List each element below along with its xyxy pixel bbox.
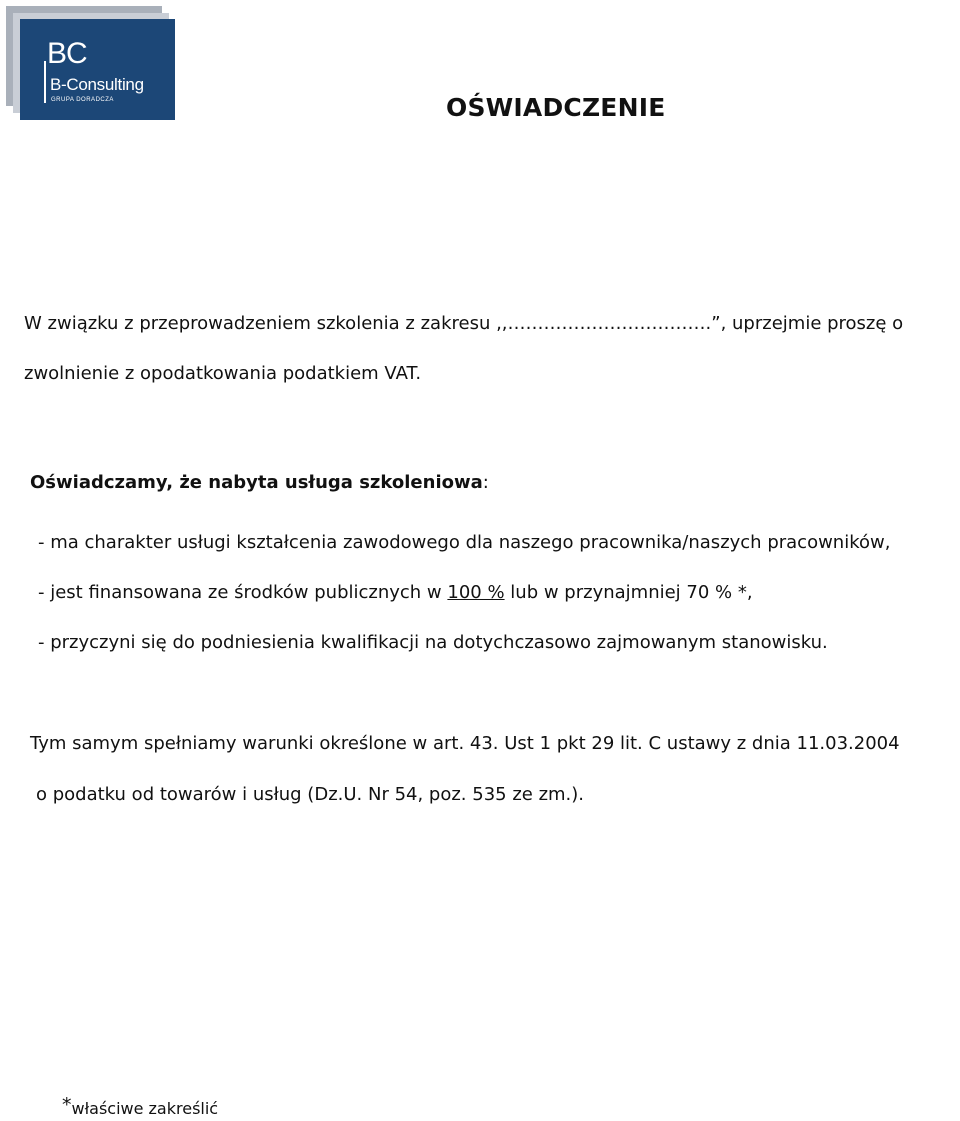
logo-divider: [44, 61, 46, 103]
declaration-heading-colon: :: [482, 472, 489, 493]
logo-company-name: B-Consulting: [50, 75, 144, 94]
declaration-item-2-pre: - jest finansowana ze środków publicznych w: [38, 582, 448, 603]
document-title: OŚWIADCZENIE: [446, 93, 666, 122]
declaration-heading: [30, 472, 489, 494]
declaration-item-3: - przyczyni się do podniesienia kwalifikacji na dotychczasowo zajmowanym stanowisku.: [38, 632, 828, 653]
closing-line-2: o podatku od towarów i usług (Dz.U. Nr 54, poz. 535 ze zm.).: [36, 784, 585, 805]
logo-initials: BC: [47, 37, 87, 70]
declaration-heading-text: Oświadczamy, że nabyta usługa szkoleniowa: [30, 472, 483, 493]
declaration-item-2-post: lub w przynajmniej 70 % *,: [504, 582, 753, 603]
declaration-item-1: - ma charakter usługi kształcenia zawodowego dla naszego pracownika/naszych pracowników,: [38, 532, 891, 553]
logo-tagline: GRUPA DORADCZA: [51, 97, 114, 103]
footnote-text: właściwe zakreślić: [71, 1099, 219, 1118]
footnote: [62, 1094, 219, 1119]
logo-panel: [20, 19, 175, 120]
footnote-star: *: [62, 1094, 72, 1116]
declaration-item-2-underlined: 100 %: [447, 582, 505, 603]
company-logo: [6, 6, 178, 124]
closing-line-1: Tym samym spełniamy warunki określone w art. 43. Ust 1 pkt 29 lit. C ustawy z dnia 11.03.2004: [30, 733, 900, 754]
intro-line-1: W związku z przeprowadzeniem szkolenia z zakresu ,,…………………………….”, uprzejmie proszę o: [24, 313, 904, 334]
declaration-item-2: [38, 582, 753, 604]
intro-line-2: zwolnienie z opodatkowania podatkiem VAT.: [24, 363, 422, 384]
